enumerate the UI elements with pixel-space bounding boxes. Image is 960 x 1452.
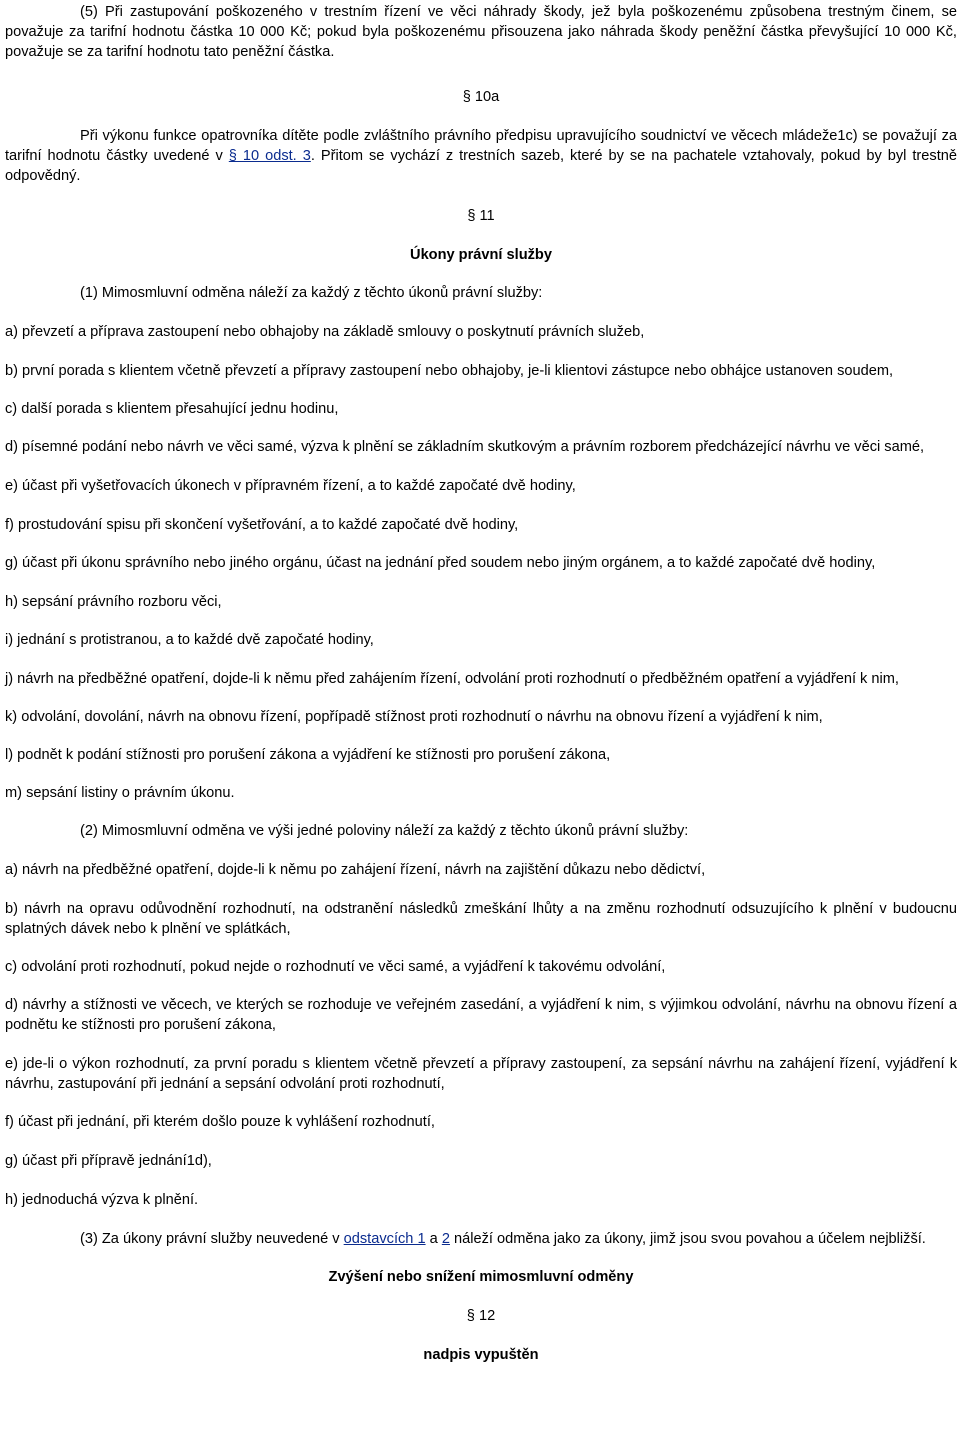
list-item: f) účast při jednání, při kterém došlo pouze k vyhlášení rozhodnutí, <box>5 1114 435 1130</box>
list-item: d) písemné podání nebo návrh ve věci samé, výzva k plnění se základním skutkovým a právním rozborem předcházející návrhu ve věci samé, <box>5 439 925 455</box>
list-item: h) jednoduchá výzva k plnění. <box>5 1192 199 1208</box>
list-item: i) jednání s protistranou, a to každé dvě započaté hodiny, <box>5 632 374 648</box>
list-item: c) odvolání proti rozhodnutí, pokud nejde o rozhodnutí ve věci samé, a vyjádření k takovému odvolání, <box>5 959 666 975</box>
list-item: b) návrh na opravu odůvodnění rozhodnutí, na odstranění následků zmeškání lhůty a na změnu rozhodnutí odsuzujícího k plnění v budoucnu splatných dávek nebo k plnění ve splátkách, <box>5 901 957 937</box>
list-item: k) odvolání, dovolání, návrh na obnovu řízení, popřípadě stížnost proti rozhodnutí o návrhu na obnovu řízení a vyjádření k nim, <box>5 709 823 725</box>
document <box>5 2 957 1365</box>
odstavcich-1-link[interactable]: odstavcích 1 <box>343 1231 426 1247</box>
list-item: j) návrh na předběžné opatření, dojde-li k němu před zahájením řízení, odvolání proti rozhodnutí o předběžném opatření a vyjádření k nim, <box>5 671 899 687</box>
list-item: c) další porada s klientem přesahující jednu hodinu, <box>5 401 339 417</box>
list-item: a) návrh na předběžné opatření, dojde-li k němu po zahájení řízení, návrh na zajištění důkazu nebo dědictví, <box>5 862 706 878</box>
section-10a-text <box>5 126 957 186</box>
section-11-heading: § 11 <box>467 208 495 224</box>
list-item: g) účast při přípravě jednání1d), <box>5 1153 212 1169</box>
paragraph-3-text-part-2: a <box>425 1231 442 1247</box>
list-item: l) podnět k podání stížnosti pro porušení zákona a vyjádření ke stížnosti pro porušení zákona, <box>5 747 611 763</box>
odstavec-2-link[interactable]: 2 <box>441 1231 450 1247</box>
section-10-odst-3-link[interactable]: § 10 odst. 3 <box>228 148 311 164</box>
list-item: g) účast při úkonu správního nebo jiného orgánu, účast na jednání před soudem nebo jiným orgánem, a to každé započaté dvě hodiny, <box>5 555 876 571</box>
paragraph-3-text-part-3: náleží odměna jako za úkony, jimž jsou svou povahou a účelem nejbližší. <box>449 1231 926 1247</box>
section-11-paragraph-2-list <box>5 860 957 1210</box>
part-title: Zvýšení nebo snížení mimosmluvní odměny <box>328 1269 634 1285</box>
section-10a-text-part-2: . Přitom se vychází z trestních sazeb, které by se na pachatele vztahovaly, pokud by byl trestně odpovědný. <box>5 148 957 184</box>
list-item: h) sepsání právního rozboru věci, <box>5 594 222 610</box>
section-12-heading: § 12 <box>466 1308 496 1324</box>
section-12-title: nadpis vypuštěn <box>423 1347 539 1363</box>
paragraph-5: (5) Při zastupování poškozeného v trestním řízení ve věci náhrady škody, jež byla poškozenému způsobena trestným činem, se považuje za tarifní hodnotu částka 10 000 Kč; pokud byla poškozenému přisouzena jako náhrada škody peněžní částka převyšující 10 000 Kč, považuje se za tarifní hodnotu tato peněžní částka. <box>5 4 957 60</box>
section-11-paragraph-1-intro: (1) Mimosmluvní odměna náleží za každý z těchto úkonů právní služby: <box>80 285 543 301</box>
list-item: f) prostudování spisu při skončení vyšetřování, a to každé započaté dvě hodiny, <box>5 517 519 533</box>
list-item: a) převzetí a příprava zastoupení nebo obhajoby na základě smlouvy o poskytnutí právních služeb, <box>5 324 645 340</box>
section-11-title: Úkony právní služby <box>410 247 552 263</box>
list-item: e) jde-li o výkon rozhodnutí, za první poradu s klientem včetně převzetí a přípravy zastoupení, za sepsání návrhu na zahájení řízení, vyjádření k návrhu, zastupování při jednání a sepsání odvolání proti rozhodnutí, <box>5 1056 957 1092</box>
list-item: m) sepsání listiny o právním úkonu. <box>5 785 235 801</box>
section-11-paragraph-3 <box>5 1229 957 1249</box>
section-11-paragraph-2-intro: (2) Mimosmluvní odměna ve výši jedné poloviny náleží za každý z těchto úkonů právní služby: <box>80 823 689 839</box>
section-10a-text-part-1: Při výkonu funkce opatrovníka dítěte podle zvláštního právního předpisu upravujícího soudnictví ve věcech mládeže1c) se považují za tarifní hodnotu částky uvedené v <box>5 128 957 164</box>
list-item: b) první porada s klientem včetně převzetí a přípravy zastoupení nebo obhajoby, je-li klientovi zástupce nebo obhájce ustanoven soudem, <box>5 363 894 379</box>
list-item: d) návrhy a stížnosti ve věcech, ve kterých se rozhoduje ve veřejném zasedání, a vyjádření k nim, s výjimkou odvolání, návrhu na obnovu řízení a podnětu ke stížnosti pro porušení zákona, <box>5 997 957 1033</box>
list-item: e) účast při vyšetřovacích úkonech v přípravném řízení, a to každé započaté dvě hodiny, <box>5 478 576 494</box>
section-11-paragraph-1-list <box>5 322 957 803</box>
paragraph-3-text-part-1: (3) Za úkony právní služby neuvedené v <box>80 1231 344 1247</box>
section-10a-heading: § 10a <box>462 89 500 105</box>
